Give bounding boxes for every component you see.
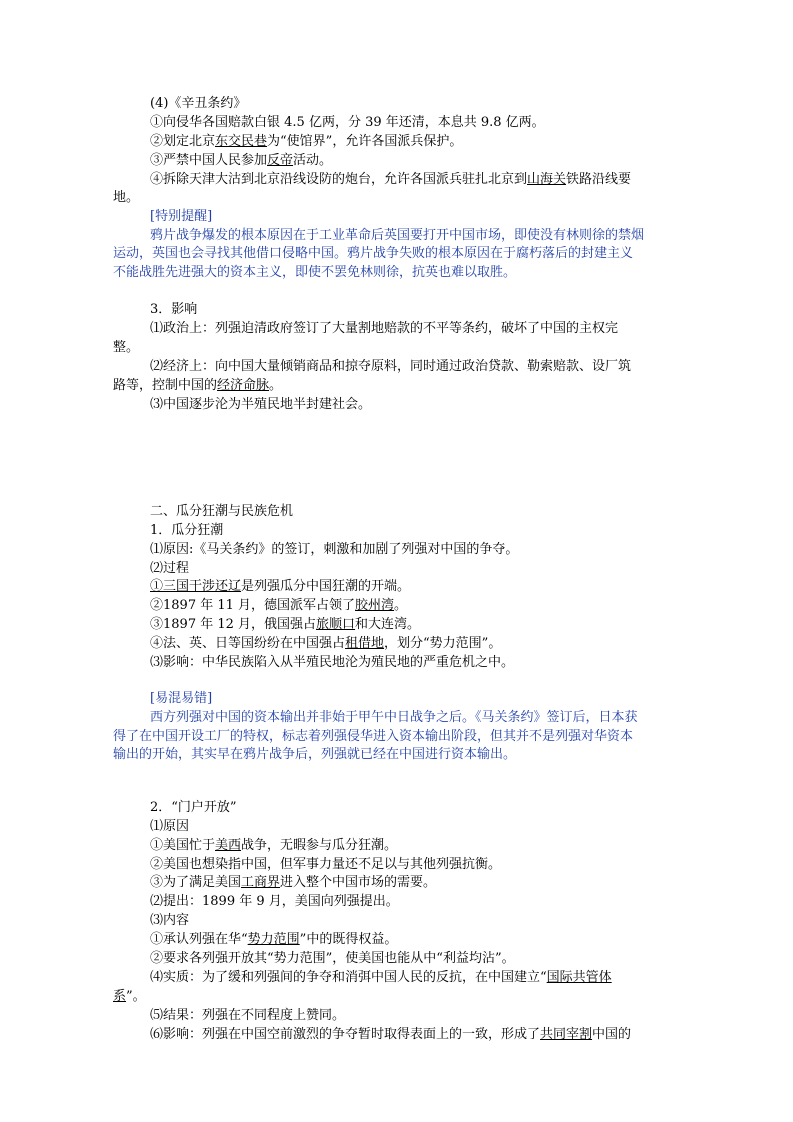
open-door-cause-3: ③为了满足美国工商界进入整个中国市场的需要。: [150, 875, 437, 890]
partition-process-1: ①三国干涉还辽是列强瓜分中国狂潮的开端。: [150, 579, 411, 594]
influence-economic: ⑵经济上：向中国大量倾销商品和掠夺原料，同时通过政治贷款、勒索赔款、设厂筑: [150, 359, 632, 374]
tip-confusable-line-2: 得了在中国开设工厂的特权，标志着列强侵华进入资本输出阶段，但其并不是列强对华资本: [113, 729, 634, 744]
partition-section-title: 二、瓜分狂潮与民族危机: [150, 504, 294, 519]
tip-heading-confusable: [易混易错]: [150, 691, 213, 706]
partition-process-2: ②1897 年 11 月，德国派军占领了胶州湾。: [150, 598, 408, 613]
treaty-heading: (4)《辛丑条约》: [150, 96, 247, 111]
influence-heading: 3．影响: [150, 302, 198, 317]
open-door-essence-cont: 系”。: [113, 989, 146, 1004]
open-door-content-2: ②要求各列强开放其“势力范围”，使美国也能从中“利益均沾”。: [150, 951, 515, 966]
influence-political: ⑴政治上：列强迫清政府签订了大量割地赔款的不平等条约，破坏了中国的主权完: [150, 321, 619, 336]
tip-special-line-1: 鸦片战争爆发的根本原因在于工业革命后英国要打开中国市场，即使没有林则徐的禁烟: [150, 228, 645, 243]
tip-special-line-2: 运动，英国也会寻找其他借口侵略中国。鸦片战争失败的根本原因在于腐朽落后的封建主义: [113, 246, 634, 261]
open-door-cause: ⑴原因: [150, 819, 190, 834]
open-door-content-1: ①承认列强在华“势力范围”中的既得权益。: [150, 932, 398, 947]
tip-heading-special: [特别提醒]: [150, 209, 213, 224]
open-door-heading: 2．“门户开放”: [150, 800, 237, 815]
tip-confusable-line-3: 输出的开始，其实早在鸦片战争后，列强就已经在中国进行资本输出。: [113, 747, 517, 762]
influence-society: ⑶中国逐步沦为半殖民地半封建社会。: [150, 397, 372, 412]
partition-effect: ⑶影响：中华民族陷入从半殖民地沦为殖民地的严重危机之中。: [150, 655, 515, 670]
influence-political-cont: 整。: [113, 340, 140, 355]
treaty-clause-4-cont: 地。: [113, 190, 140, 205]
treaty-clause-4: ④拆除天津大沽到北京沿线设防的炮台，允许各国派兵驻扎北京到山海关铁路沿线要: [150, 172, 632, 187]
partition-process-3: ③1897 年 12 月，俄国强占旅顺口和大连湾。: [150, 617, 421, 632]
open-door-cause-1: ①美国忙于美西战争，无暇参与瓜分狂潮。: [150, 838, 398, 853]
partition-process-4: ④法、英、日等国纷纷在中国强占租借地，划分“势力范围”。: [150, 636, 502, 651]
partition-process: ⑵过程: [150, 561, 190, 576]
open-door-result: ⑸结果：列强在不同程度上赞同。: [150, 1008, 346, 1023]
treaty-clause-2: ②划定北京东交民巷为“使馆界”，允许各国派兵保护。: [150, 134, 463, 149]
open-door-essence: ⑷实质：为了缓和列强间的争夺和消弭中国人民的反抗，在中国建立“国际共管体: [150, 970, 612, 985]
partition-cause: ⑴原因:《马关条约》的签订，刺激和加剧了列强对中国的争夺。: [150, 542, 519, 557]
treaty-clause-3: ③严禁中国人民参加反帝活动。: [150, 153, 333, 168]
partition-subtitle: 1．瓜分狂潮: [150, 523, 224, 538]
influence-economic-cont: 路等，控制中国的经济命脉。: [113, 378, 283, 393]
open-door-proposal: ⑵提出：1899 年 9 月，美国向列强提出。: [150, 894, 399, 909]
tip-special-line-3: 不能战胜先进强大的资本主义，即使不罢免林则徐，抗英也难以取胜。: [113, 265, 517, 280]
treaty-clause-1: ①向侵华各国赔款白银 4.5 亿两，分 39 年还清，本息共 9.8 亿两。: [150, 115, 545, 130]
open-door-content: ⑶内容: [150, 913, 190, 928]
open-door-cause-2: ②美国也想染指中国，但军事力量还不足以与其他列强抗衡。: [150, 857, 502, 872]
tip-confusable-line-1: 西方列强对中国的资本输出并非始于甲午中日战争之后。《马关条约》签订后，日本获: [150, 710, 638, 725]
open-door-effect: ⑹影响：列强在中国空前激烈的争夺暂时取得表面上的一致，形成了共同宰割中国的: [150, 1027, 632, 1042]
